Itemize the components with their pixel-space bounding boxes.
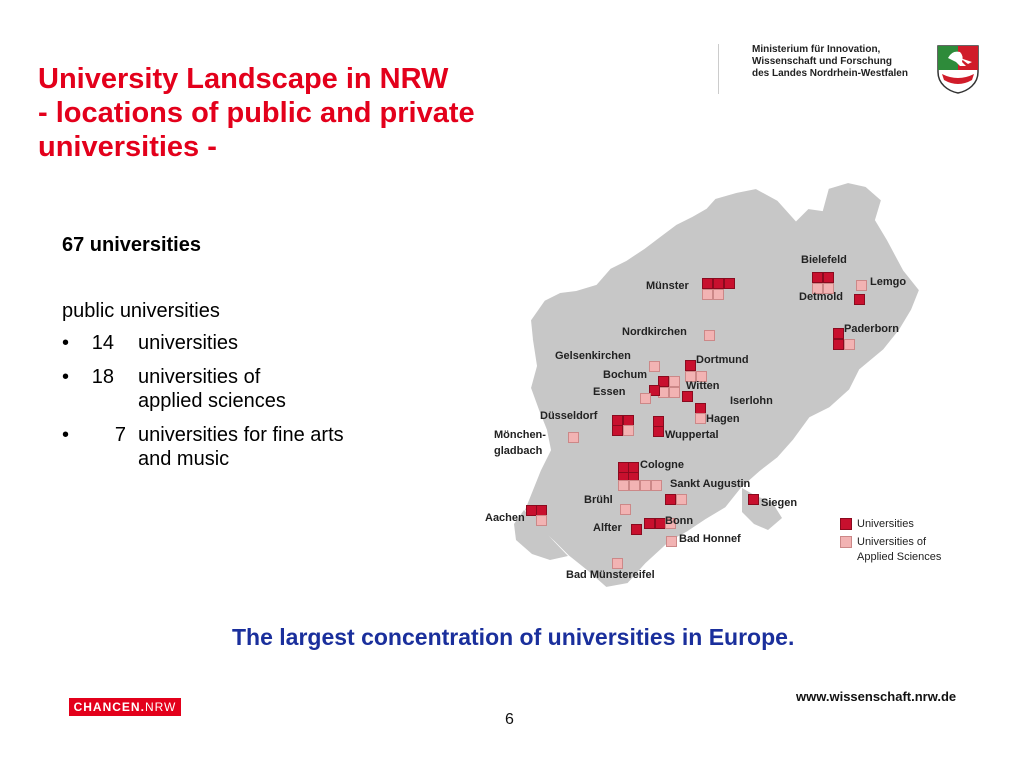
- city-label-hagen: Hagen: [706, 413, 740, 425]
- city-label-siegen: Siegen: [761, 497, 798, 509]
- uas-marker: [623, 425, 634, 436]
- page-number: 6: [505, 711, 514, 728]
- university-marker: [653, 426, 664, 437]
- university-marker: [702, 278, 713, 289]
- legend-uas-label-1: Universities of: [857, 536, 927, 548]
- uas-marker: [666, 536, 677, 547]
- uas-marker: [649, 361, 660, 372]
- university-marker: [665, 494, 676, 505]
- city-label-bonn: Bonn: [665, 515, 694, 527]
- bullet: •: [62, 366, 70, 388]
- city-label-moenchengladbach-1: Mönchen-: [494, 429, 546, 441]
- uas-marker: [618, 480, 629, 491]
- uas-marker: [640, 393, 651, 404]
- city-label-bochum: Bochum: [603, 369, 647, 381]
- stats-label-cont: applied sciences: [138, 390, 286, 412]
- university-marker: [713, 278, 724, 289]
- footer-url[interactable]: www.wissenschaft.nrw.de: [796, 689, 957, 704]
- university-marker: [833, 328, 844, 339]
- city-label-detmold: Detmold: [799, 291, 843, 303]
- city-label-moenchengladbach-2: gladbach: [494, 445, 543, 457]
- chancen-nrw-logo: [69, 698, 181, 716]
- header-divider: [718, 44, 719, 94]
- logo-bold-text: CHANCEN.: [73, 700, 145, 714]
- legend-university-swatch: [840, 518, 852, 530]
- legend-university-label: Universities: [857, 518, 914, 530]
- uas-marker: [640, 480, 651, 491]
- university-marker: [682, 391, 693, 402]
- city-label-cologne: Cologne: [640, 459, 684, 471]
- university-marker: [854, 294, 865, 305]
- university-marker: [812, 272, 823, 283]
- city-label-gelsenkirchen: Gelsenkirchen: [555, 350, 631, 362]
- city-label-alfter: Alfter: [593, 522, 622, 534]
- uas-marker: [651, 480, 662, 491]
- city-label-bruehl: Brühl: [584, 494, 613, 506]
- uas-marker: [620, 504, 631, 515]
- logo-light-text: NRW: [144, 700, 177, 714]
- slide-title: [38, 62, 598, 164]
- nrw-map: [485, 180, 942, 604]
- stats-label-cont: and music: [138, 448, 230, 470]
- tagline: The largest concentration of universities in Europe.: [232, 624, 795, 650]
- ministry-line-3: des Landes Nordrhein-Westfalen: [752, 68, 908, 79]
- uas-marker: [713, 289, 724, 300]
- stats-heading: 67 universities: [62, 234, 201, 256]
- city-label-essen: Essen: [593, 386, 626, 398]
- uas-marker: [669, 376, 680, 387]
- title-line-1: University Landscape in NRW: [38, 63, 449, 95]
- university-marker: [685, 360, 696, 371]
- stats-subheading: public universities: [62, 300, 220, 322]
- university-marker: [823, 272, 834, 283]
- uas-marker: [695, 413, 706, 424]
- stats-count: 7: [114, 424, 126, 446]
- uas-marker: [568, 432, 579, 443]
- uas-marker: [629, 480, 640, 491]
- bullet: •: [62, 332, 70, 354]
- stats-label: universities: [138, 332, 239, 354]
- uas-marker: [856, 280, 867, 291]
- ministry-line-2: Wissenschaft und Forschung: [752, 56, 892, 67]
- legend-uas-swatch: [840, 536, 852, 548]
- uas-marker: [669, 387, 680, 398]
- city-label-nordkirchen: Nordkirchen: [622, 326, 687, 338]
- stats-label: universities of: [138, 366, 261, 388]
- city-label-witten: Witten: [686, 380, 720, 392]
- uas-marker: [612, 558, 623, 569]
- university-stats: [62, 234, 482, 481]
- stats-item-universities: [62, 331, 482, 355]
- legend-uas-label-2: Applied Sciences: [857, 551, 942, 563]
- stats-label: universities for fine arts: [138, 424, 344, 446]
- city-label-wuppertal: Wuppertal: [665, 429, 719, 441]
- university-marker: [724, 278, 735, 289]
- university-marker: [748, 494, 759, 505]
- city-label-dortmund: Dortmund: [696, 354, 749, 366]
- city-label-bad-muenstereifel: Bad Münstereifel: [566, 569, 655, 581]
- university-marker: [644, 518, 655, 529]
- city-label-aachen: Aachen: [485, 512, 525, 524]
- uas-marker: [702, 289, 713, 300]
- stats-item-uas: [62, 365, 482, 413]
- ministry-name: [752, 44, 908, 80]
- university-marker: [631, 524, 642, 535]
- uas-marker: [676, 494, 687, 505]
- stats-count: 14: [91, 332, 114, 354]
- city-label-paderborn: Paderborn: [844, 323, 900, 335]
- university-marker: [833, 339, 844, 350]
- uas-marker: [704, 330, 715, 341]
- bullet: •: [62, 424, 70, 446]
- uas-marker: [536, 515, 547, 526]
- uas-marker: [844, 339, 855, 350]
- stats-item-arts: [62, 423, 482, 471]
- city-label-bielefeld: Bielefeld: [801, 254, 847, 266]
- university-marker: [612, 425, 623, 436]
- city-label-bad-honnef: Bad Honnef: [679, 533, 741, 545]
- city-label-iserlohn: Iserlohn: [730, 395, 773, 407]
- title-line-3: universities -: [38, 131, 217, 163]
- city-label-duesseldorf: Düsseldorf: [540, 410, 598, 422]
- city-label-muenster: Münster: [646, 280, 689, 292]
- ministry-line-1: Ministerium für Innovation,: [752, 44, 881, 55]
- title-line-2: - locations of public and private: [38, 97, 475, 129]
- nrw-coat-of-arms-icon: [934, 44, 982, 94]
- city-label-lemgo: Lemgo: [870, 276, 907, 288]
- stats-count: 18: [91, 366, 114, 388]
- city-label-sankt-augustin: Sankt Augustin: [670, 478, 751, 490]
